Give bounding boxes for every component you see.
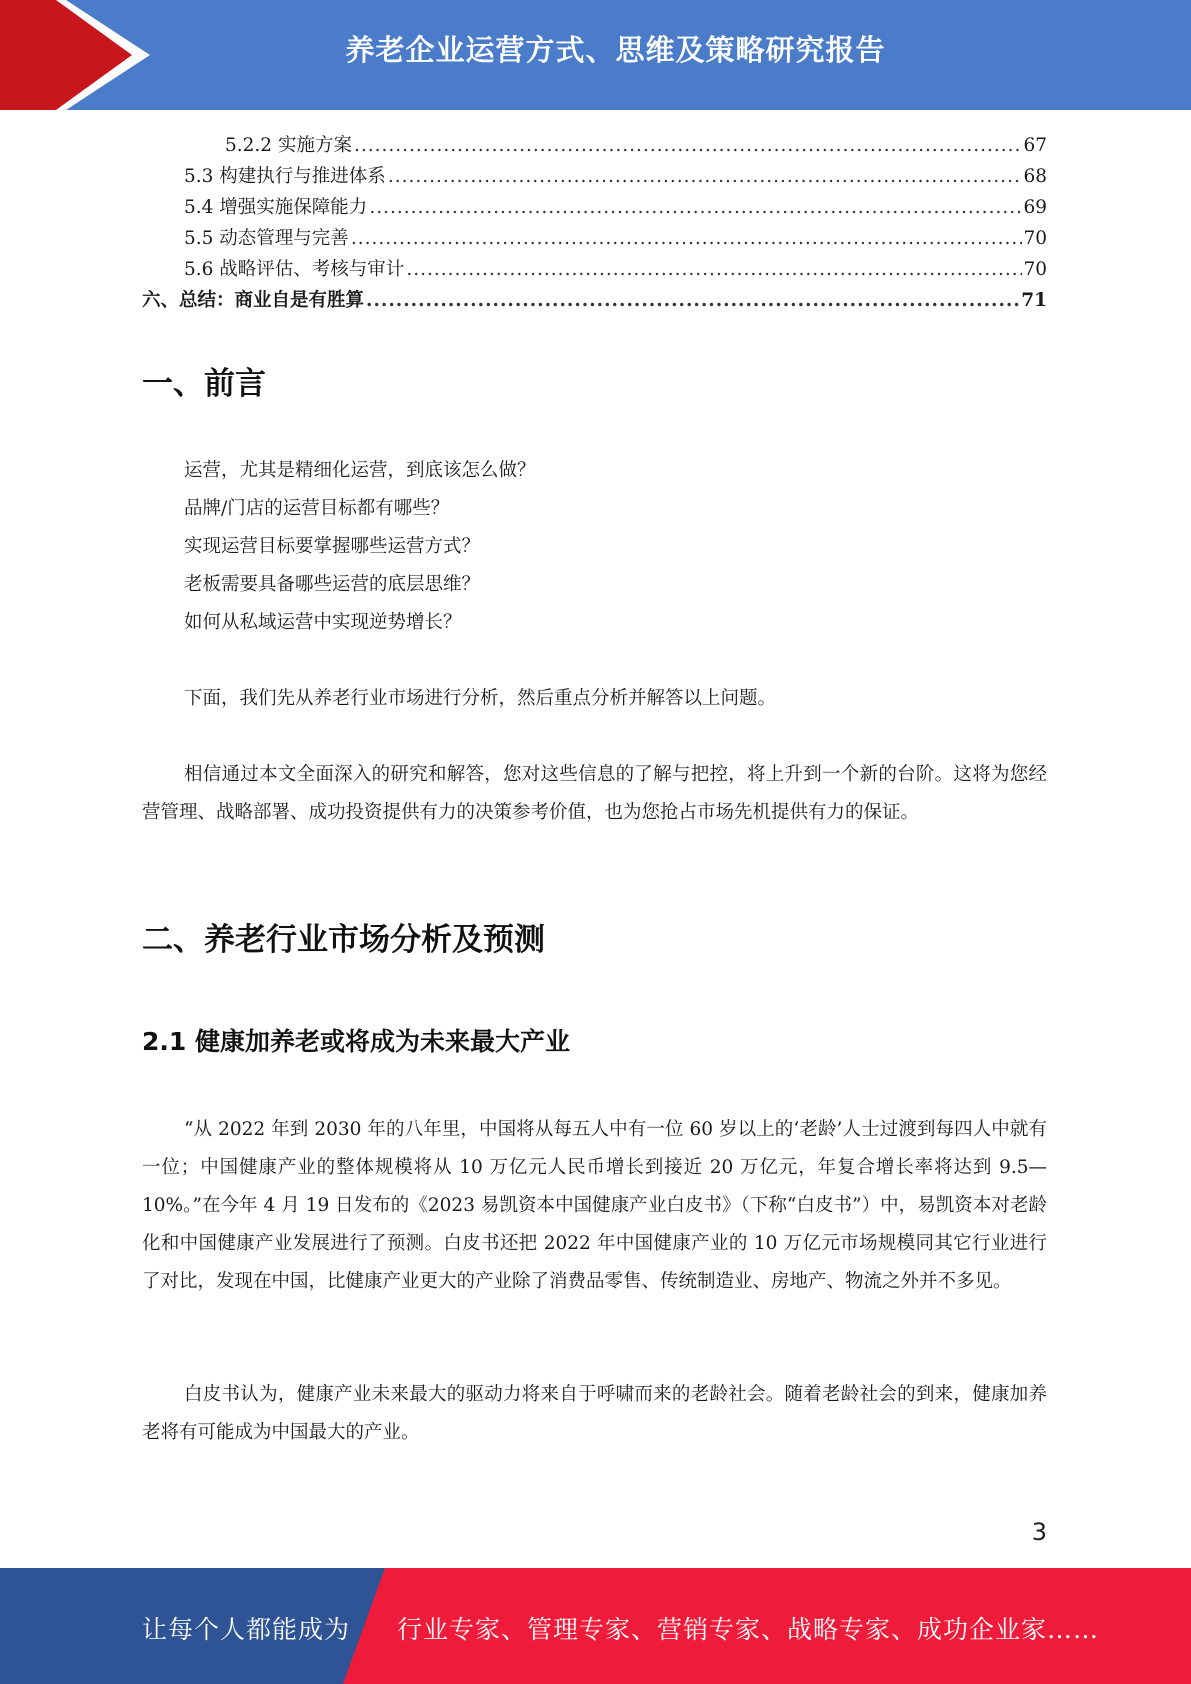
toc-entry[interactable] <box>142 286 1047 317</box>
toc-leader-dots <box>369 197 1022 218</box>
table-of-contents <box>142 131 1047 317</box>
question-item: 老板需要具备哪些运营的底层思维？ <box>184 574 481 595</box>
toc-entry[interactable] <box>142 224 1047 255</box>
body-paragraph: 白皮书认为，健康产业未来最大的驱动力将来自于呼啸而来的老龄社会。随着老龄社会的到来，健康加养老将有可能成为中国最大的产业。 <box>142 1384 1047 1443</box>
page-footer <box>0 1568 1191 1684</box>
toc-entry-page: 67 <box>1023 135 1047 156</box>
page-number: 3 <box>1031 1518 1047 1546</box>
question-item: 品牌/门店的运营目标都有哪些？ <box>184 498 450 519</box>
toc-entry[interactable] <box>142 255 1047 286</box>
toc-entry-page: 70 <box>1023 228 1047 249</box>
footer-slogan-right: 行业专家、管理专家、营销专家、战略专家、成功企业家…… <box>397 1615 1100 1644</box>
question-item: 实现运营目标要掌握哪些运营方式？ <box>184 536 481 557</box>
toc-entry-page: 71 <box>1021 290 1047 311</box>
toc-leader-dots <box>388 166 1023 187</box>
question-item: 如何从私域运营中实现逆势增长？ <box>184 612 462 633</box>
toc-entry[interactable] <box>142 162 1047 193</box>
section-heading-preface: 一、前言 <box>142 366 266 402</box>
toc-leader-dots <box>351 228 1023 249</box>
section-heading-market: 二、养老行业市场分析及预测 <box>142 922 545 958</box>
toc-leader-dots <box>366 290 1020 311</box>
question-item: 运营，尤其是精细化运营，到底该怎么做？ <box>184 460 536 481</box>
toc-entry-label: 六、总结：商业自是有胜算 <box>142 290 365 311</box>
toc-entry-label: 5.2.2 实施方案 <box>225 135 352 156</box>
toc-entry-page: 69 <box>1023 197 1047 218</box>
toc-entry[interactable] <box>142 193 1047 224</box>
toc-leader-dots <box>354 135 1023 156</box>
body-paragraph: “从 2022 年到 2030 年的八年里，中国将从每五人中有一位 60 岁以上的‘老龄’人士过渡到每四人中就有一位；中国健康产业的整体规模将从 10 万亿元人民币增长到接近 20 万亿元，年复合增长率将达到 9.5—10%。”在今年 4 月 19 日发布的《2023 易凯资本中国健康产业白皮书》（下称“白皮书”）中，易凯资本对老龄化和中国健康产业发展进行了预测。白皮书还把 2022 年中国健康产业的 10 万亿元市场规模同其它行业进行了对比，发现在中国，比健康产业更大的产业除了消费品零售、传统制造业、房地产、物流之外并不多见。 <box>142 1119 1047 1292</box>
toc-leader-dots <box>406 259 1022 280</box>
toc-entry-label: 5.4 增强实施保障能力 <box>184 197 368 218</box>
toc-entry-label: 5.3 构建执行与推进体系 <box>184 166 386 187</box>
toc-entry-page: 70 <box>1023 259 1047 280</box>
toc-entry-label: 5.5 动态管理与完善 <box>184 228 349 249</box>
toc-entry[interactable] <box>142 131 1047 162</box>
subsection-heading: 2.1 健康加养老或将成为未来最大产业 <box>142 1027 570 1056</box>
question-list <box>184 456 536 646</box>
body-paragraph: 下面，我们先从养老行业市场进行分析，然后重点分析并解答以上问题。 <box>184 688 777 709</box>
footer-slogan-left: 让每个人都能成为 <box>142 1615 351 1644</box>
toc-entry-page: 68 <box>1023 166 1047 187</box>
page-header <box>0 0 1191 110</box>
body-paragraph: 相信通过本文全面深入的研究和解答，您对这些信息的了解与把控，将上升到一个新的台阶。这将为您经营管理、战略部署、成功投资提供有力的决策参考价值，也为您抢占市场先机提供有力的保证。 <box>142 764 1047 823</box>
toc-entry-label: 5.6 战略评估、考核与审计 <box>184 259 405 280</box>
report-title: 养老企业运营方式、思维及策略研究报告 <box>345 33 886 67</box>
